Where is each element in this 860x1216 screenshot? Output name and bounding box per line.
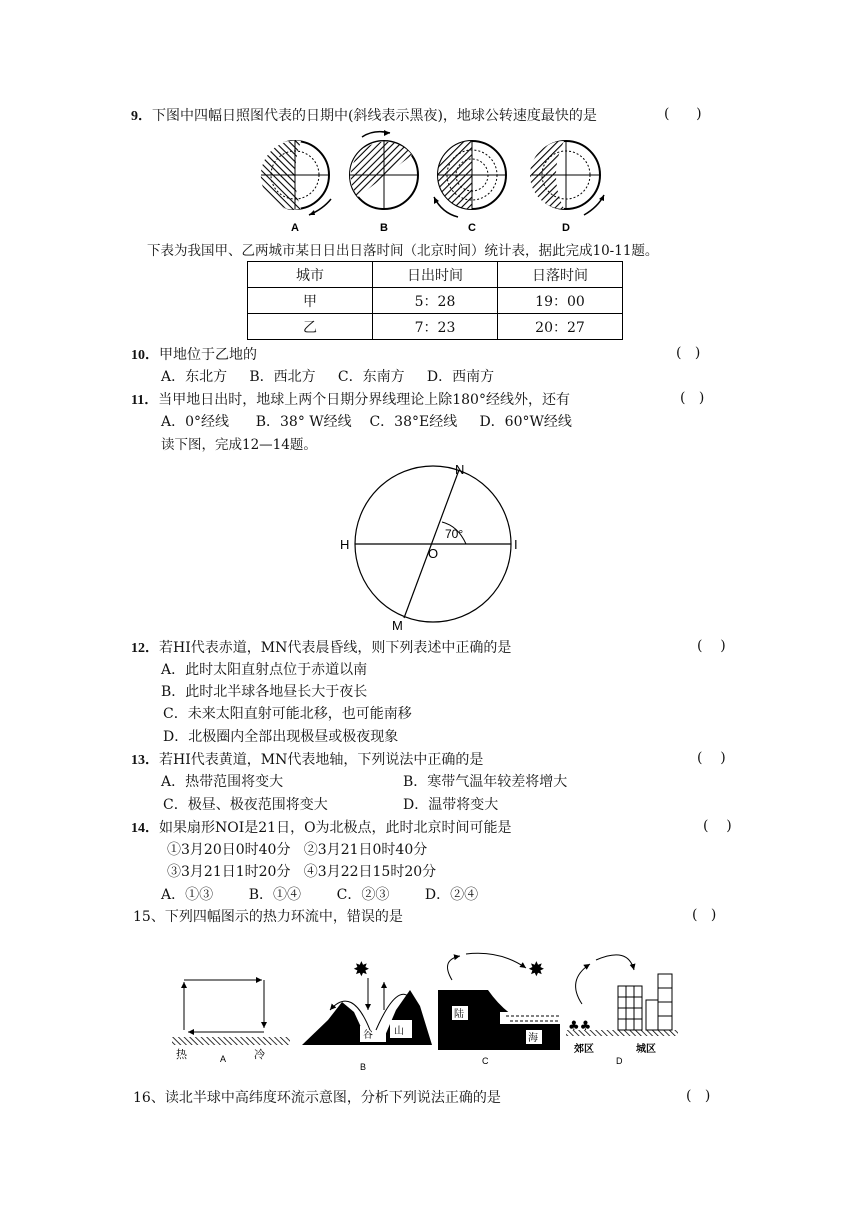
q13-line [131,750,483,771]
answer-paren: ( ) [697,750,726,766]
question-text: 若HI代表赤道，MN代表晨昏线，则下列表述中正确的是 [159,640,512,656]
label-i: I [514,537,518,552]
sunlight-diagrams [248,138,618,233]
answer-paren: ( ) [664,106,702,122]
circle-diagram [338,458,528,638]
label-sea: 海 [528,1033,538,1044]
question-text: 当甲地日出时，地球上两个日期分界线理论上除180°经线外，还有 [158,392,570,408]
fig-label-d: D [616,1056,623,1066]
answer-paren: ( ) [703,818,732,834]
q14-choice-line-1: ①3月20日0时40分 ②3月21日0时40分 [167,842,428,858]
cell-sunset: 20：27 [498,314,623,340]
label-n: N [455,462,465,477]
q12-option-b: B．此时北半球各地昼长大于夜长 [161,684,368,700]
figure-a [172,980,290,1064]
question-number: 9． [131,109,152,124]
header-city: 城市 [248,262,373,288]
label-o: O [428,546,439,561]
diagram-c [434,141,506,217]
question-number: 10． [131,348,159,363]
q13-option-c: C．极昼、极夜范围将变大 [163,797,328,813]
question-text: 如果扇形NOI是21日，O为北极点，此时北京时间可能是 [159,820,512,836]
question-number: 11． [131,393,159,408]
q12-option-d: D．北极圈内全部出现极昼或极夜现象 [163,729,399,745]
q16-line: 16、读北半球中高纬度环流示意图，分析下列说法正确的是 [133,1090,501,1106]
cell-city: 甲 [248,288,373,314]
label-m: M [392,618,403,633]
cell-city: 乙 [248,314,373,340]
figure-d [566,955,678,1066]
intro-10-11: 下表为我国甲、乙两城市某日日出日落时间（北京时间）统计表，据此完成10-11题。 [147,243,659,259]
cell-sunset: 19：00 [498,288,623,314]
sunrise-table [247,261,623,340]
question-text: 下图中四幅日照图代表的日期中(斜线表示黑夜)，地球公转速度最快的是 [152,108,597,124]
label-hot: 热 [176,1048,187,1061]
sun-icon: ✸ [528,957,545,981]
thermal-circulation-figure [170,950,690,1075]
q10-line [131,345,257,366]
answer-paren: ( ) [680,390,705,406]
table-row [248,288,623,314]
diagram-d [530,141,604,215]
q14-line [131,818,512,839]
q14-options: A．①③ B．①④ C．②③ D．②④ [161,887,479,903]
answer-paren: ( ) [692,907,717,923]
q11-options: A．0°经线 B．38° W经线 C．38°E经线 D．60°W经线 [161,414,572,430]
sun-icon: ✸ [353,957,370,981]
table-row [248,314,623,340]
answer-paren: ( ) [697,638,726,654]
header-sunrise: 日出时间 [373,262,498,288]
label-c: C [468,222,476,234]
label-valley: 谷 [363,1030,373,1041]
table-header-row [248,262,623,288]
tree-icon: ♣♣ [568,1019,592,1034]
label-city: 城区 [636,1044,656,1055]
q14-choice-line-2: ③3月21日1时20分 ④3月22日15时20分 [167,864,437,880]
question-text: 甲地位于乙地的 [159,347,257,363]
q13-option-d: D．温带将变大 [403,797,499,813]
question-number: 13． [131,753,159,768]
fig-label-c: C [482,1056,489,1066]
diagram-b [350,130,418,209]
diagram-a [257,141,331,215]
figure-b [302,957,432,1072]
label-cold: 冷 [254,1048,265,1061]
q13-option-b: B．寒带气温年较差将增大 [403,774,568,790]
q11-line [131,390,570,411]
answer-paren: ( ) [686,1088,711,1104]
label-a: A [291,222,299,234]
label-d: D [562,222,570,234]
intro-12-14: 读下图，完成12—14题。 [161,437,317,453]
cell-sunrise: 5：28 [373,288,498,314]
q10-options: A．东北方 B．西北方 C．东南方 D．西南方 [161,369,495,385]
cell-sunrise: 7：23 [373,314,498,340]
label-land: 陆 [454,1009,464,1020]
question-number: 12． [131,641,159,656]
q15-line: 15、下列四幅图示的热力环流中，错误的是 [133,909,403,925]
label-h: H [340,537,350,552]
label-b: B [380,222,388,234]
q9-line [131,106,597,127]
q13-option-a: A．热带范围将变大 [161,774,284,790]
angle-label: 70° [445,527,464,541]
q12-option-c: C．未来太阳直射可能北移，也可能南移 [163,706,412,722]
q12-line [131,638,511,659]
fig-label-a: A [220,1054,227,1064]
q12-option-a: A．此时太阳直射点位于赤道以南 [161,662,368,678]
fig-label-b: B [360,1062,367,1072]
header-sunset: 日落时间 [498,262,623,288]
label-suburb: 郊区 [574,1044,594,1055]
figure-c [438,953,560,1066]
question-text: 若HI代表黄道，MN代表地轴，下列说法中正确的是 [159,752,484,768]
question-number: 14． [131,821,159,836]
label-mountain: 山 [394,1026,404,1037]
answer-paren: ( ) [676,345,701,361]
